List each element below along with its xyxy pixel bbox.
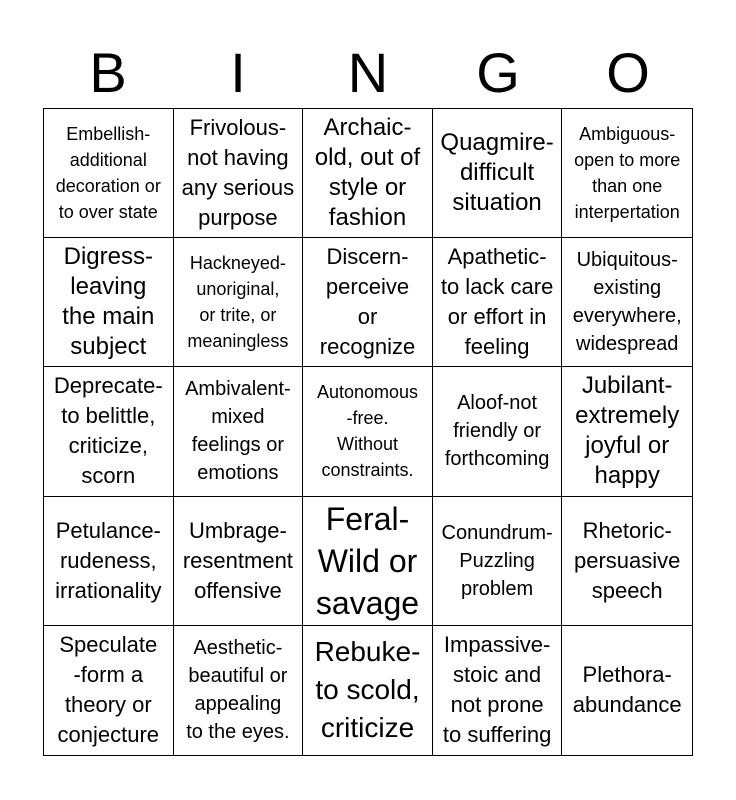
bingo-cell[interactable] [44,109,174,238]
bingo-cell[interactable] [44,626,174,755]
cell-line: Hackneyed- [189,253,286,274]
cell-line: than one [592,176,663,197]
cell-line: emotions [197,462,279,485]
cell-text [183,516,293,606]
cell-text [58,630,160,750]
cell-text [186,634,289,746]
header-letter-i: I [230,41,246,104]
cell-line: -free. [346,408,389,429]
bingo-cell[interactable] [44,367,174,496]
cell-line: unoriginal, [196,279,280,300]
cell-text [56,121,161,225]
cell-line: theory or [64,692,152,718]
bingo-cell[interactable] [562,367,692,496]
cell-line: Impassive- [443,632,551,658]
cell-line: the main [62,303,155,331]
bingo-cell[interactable] [562,497,692,626]
bingo-cell[interactable] [174,367,304,496]
cell-line: to scold, [315,674,420,706]
bingo-cell[interactable] [303,497,433,626]
cell-line: recognize [319,334,416,360]
cell-line: forthcoming [444,448,550,471]
cell-line: everywhere, [572,305,682,328]
cell-line: subject [70,333,147,361]
bingo-cell[interactable] [44,497,174,626]
cell-text [315,633,421,747]
cell-line: criticize, [68,433,149,459]
cell-text [574,516,680,606]
bingo-cell[interactable] [562,238,692,367]
cell-line: resentment [182,547,293,573]
bingo-cell[interactable] [174,109,304,238]
bingo-cell[interactable] [433,497,563,626]
cell-line: style or [328,174,407,202]
cell-line: Wild or [317,542,418,579]
cell-line: interpertation [574,202,680,223]
cell-line: conjecture [57,722,160,748]
cell-text [575,371,679,491]
cell-line: rudeness, [59,547,157,573]
cell-line: Aesthetic- [193,637,283,660]
cell-line: criticize [320,712,415,744]
cell-line: -form a [73,662,144,688]
cell-text [320,242,415,362]
bingo-grid [43,108,693,756]
cell-text [315,113,420,233]
cell-line: situation [452,189,542,217]
bingo-cell[interactable] [562,109,692,238]
cell-text [55,516,161,606]
cell-line: friendly or [453,420,541,443]
cell-line: Ubiquitous- [576,249,678,272]
bingo-cell[interactable] [433,238,563,367]
cell-line: old, out of [314,144,421,172]
cell-line: decoration or [55,176,161,197]
cell-text [185,375,291,487]
cell-line: additional [69,150,147,171]
cell-line: Without [336,434,398,455]
cell-line: Ambiguous- [579,124,676,145]
bingo-header [43,38,693,108]
bingo-cell[interactable] [303,626,433,755]
cell-line: existing [593,277,662,300]
cell-line: or trite, or [199,305,277,326]
cell-text [316,498,419,624]
bingo-cell[interactable] [433,109,563,238]
bingo-cell[interactable] [174,497,304,626]
cell-line: meaningless [187,331,289,352]
bingo-cell[interactable] [303,238,433,367]
cell-line: to suffering [442,722,552,748]
cell-line: or [357,304,378,330]
cell-line: not prone [450,692,544,718]
bingo-cell[interactable] [174,626,304,755]
cell-line: Umbrage- [188,517,287,543]
cell-line: speech [591,577,663,603]
cell-line: joyful or [585,432,670,460]
cell-line: scorn [81,463,136,489]
cell-line: savage [315,584,420,621]
cell-line: to over state [58,202,158,223]
cell-text [574,121,680,225]
cell-line: beautiful or [188,665,288,688]
cell-line: Embellish- [66,124,151,145]
cell-line: happy [594,462,660,490]
cell-line: Plethora- [582,662,672,688]
cell-line: purpose [198,205,278,231]
cell-line: to the eyes. [186,721,290,744]
cell-line: persuasive [574,547,681,573]
cell-text [443,630,551,750]
cell-line: Archaic- [323,114,412,142]
cell-line: leaving [70,273,147,301]
bingo-cell[interactable] [433,367,563,496]
cell-line: Rebuke- [314,636,421,668]
cell-text [573,246,682,358]
header-letter-o: O [606,41,650,104]
cell-line: Aloof-not [457,392,538,415]
cell-line: any serious [181,175,295,201]
header-letter-g: G [476,41,520,104]
cell-line: constraints. [321,460,414,481]
bingo-cell[interactable] [562,626,692,755]
cell-line: Apathetic- [447,244,547,270]
bingo-cell[interactable] [303,109,433,238]
header-letter-n: N [347,41,389,104]
cell-line: Rhetoric- [582,517,672,543]
cell-line: Deprecate- [53,373,163,399]
bingo-cell[interactable] [433,626,563,755]
cell-text [573,660,682,720]
cell-line: feeling [464,334,530,360]
cell-line: extremely [575,402,680,430]
cell-line: Speculate [59,632,158,658]
cell-line: Puzzling [459,549,535,572]
cell-text [182,113,295,233]
cell-line: Jubilant- [581,372,673,400]
cell-text [441,242,554,362]
cell-text [317,379,418,483]
cell-line: not having [187,145,289,171]
bingo-cell[interactable] [303,367,433,496]
cell-line: open to more [574,150,681,171]
bingo-cell[interactable] [174,238,304,367]
cell-line: to belittle, [61,403,156,429]
cell-line: offensive [194,577,282,603]
cell-line: Quagmire- [440,129,554,157]
cell-line: Discern- [326,244,409,270]
cell-text [442,519,553,603]
cell-line: widespread [576,333,679,356]
header-letter-b: B [89,41,127,104]
cell-line: irrationality [55,577,162,603]
cell-line: mixed [211,406,265,429]
cell-line: Frivolous- [189,115,287,141]
cell-text [445,389,550,473]
cell-line: feelings or [191,434,285,457]
cell-line: abundance [572,692,682,718]
cell-line: problem [460,577,534,600]
cell-text [440,128,553,218]
cell-line: Ambivalent- [185,378,291,401]
cell-text [62,242,154,362]
cell-text [187,250,288,354]
cell-line: appealing [194,693,282,716]
cell-line: Conundrum- [441,521,553,544]
cell-line: Digress- [63,243,153,271]
cell-line: Petulance- [55,517,161,543]
cell-line: fashion [328,204,407,232]
cell-line: or effort in [447,304,547,330]
cell-line: to lack care [440,274,554,300]
cell-line: stoic and [453,662,542,688]
cell-text [54,371,163,491]
cell-line: difficult [459,159,535,187]
cell-line: Feral- [325,500,410,537]
cell-line: perceive [325,274,410,300]
bingo-cell[interactable] [44,238,174,367]
cell-line: Autonomous [316,382,419,403]
